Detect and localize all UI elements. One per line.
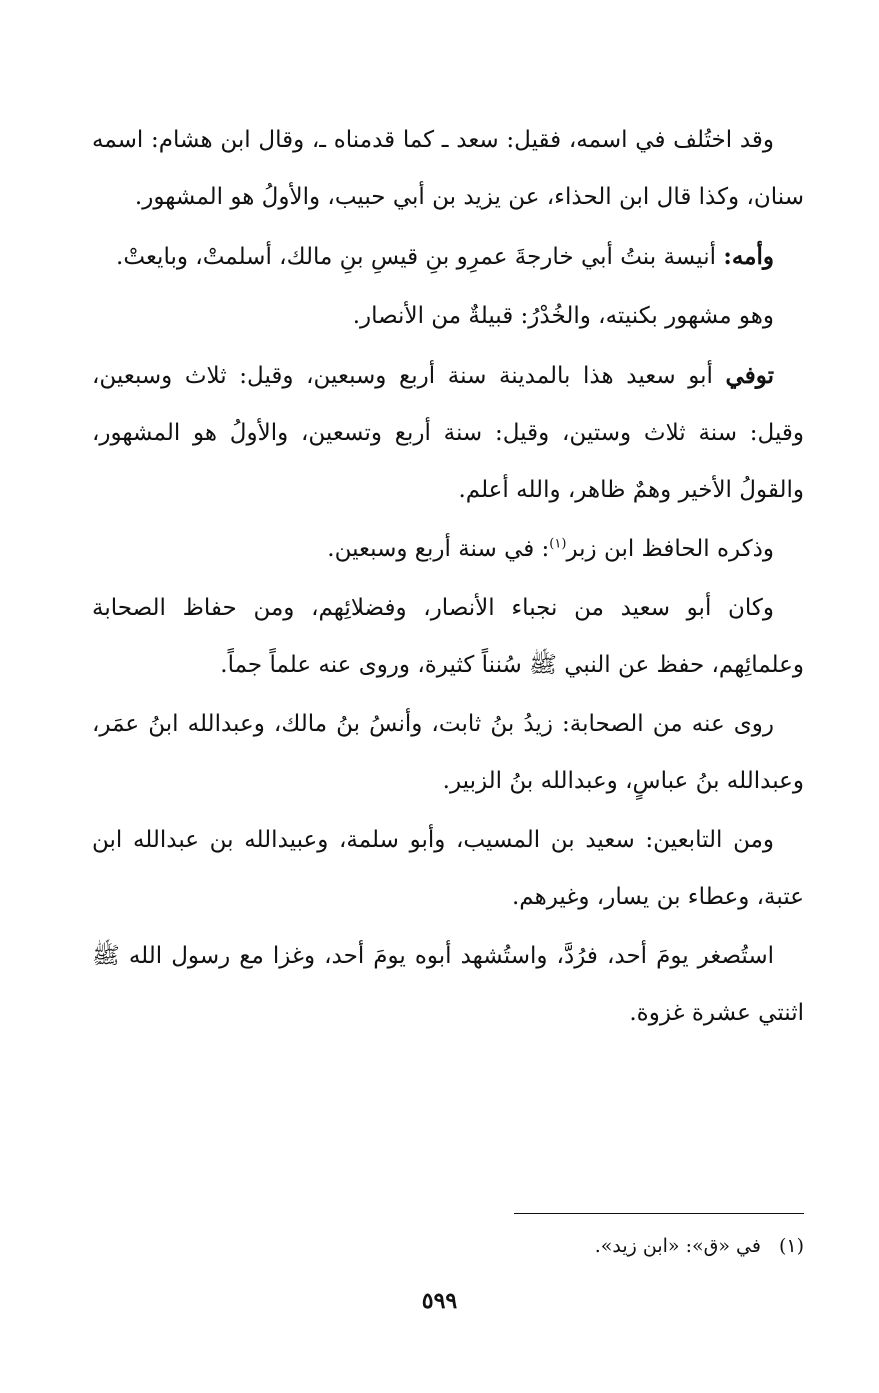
lead-word-mother: وأمه: — [723, 243, 774, 270]
paragraph-companions-narrators: روى عنه من الصحابة: زيدُ بنُ ثابت، وأنسُ بنُ مالك، وعبدالله ابنُ عمَر، وعبدالله بنُ عباسٍ، وعبدالله بنُ الزبير. — [92, 711, 804, 794]
paragraph-virtues: وكان أبو سعيد من نجباء الأنصار، وفضلائِهم، ومن حفاظ الصحابة وعلمائِهم، حفظ عن النبي ﷺ سُنناً كثيرة، وروى عنه علماً جماً. — [92, 595, 804, 678]
paragraph-ibn-zabr: وذكره الحافظ ابن زبر$^{(١)}$: في سنة أربع وسبعين. — [327, 536, 774, 562]
footnote-number: (١) — [778, 1235, 804, 1257]
footnote-divider — [514, 1213, 804, 1214]
paragraph-name-dispute: وقد اختُلف في اسمه، فقيل: سعد ـ كما قدمناه ـ، وقال ابن هشام: اسمه سنان، وكذا قال ابن الحذاء، عن يزيد بن أبي حبيب، والأولُ هو المشهور. — [92, 127, 804, 210]
lead-word-death: توفي — [725, 362, 774, 389]
page-body — [92, 112, 804, 1044]
footnote-text: في «ق»: «ابن زيد». — [594, 1235, 761, 1257]
page-number: ٥٩٩ — [421, 1288, 458, 1314]
paragraph-mother: وأمه: أنيسة بنتُ أبي خارجةَ عمرِو بنِ قيسِ بنِ مالك، أسلمتْ، وبايعتْ. — [116, 243, 774, 270]
paragraph-uhud: استُصغر يومَ أحد، فرُدَّ، واستُشهد أبوه يومَ أحد، وغزا مع رسول الله ﷺ اثنتي عشرة غزوة. — [92, 943, 804, 1026]
footnote — [92, 1232, 804, 1260]
paragraph-tabiin-narrators: ومن التابعين: سعيد بن المسيب، وأبو سلمة، وعبيدالله بن عبدالله ابن عتبة، وعطاء بن يسار، وغيرهم. — [92, 827, 804, 910]
footnote-reference[interactable]: (١) — [549, 536, 567, 552]
paragraph-kunya: وهو مشهور بكنيته، والخُدْرُ: قبيلةٌ من الأنصار. — [352, 303, 774, 329]
paragraph-death: توفي أبو سعيد هذا بالمدينة سنة أربع وسبعين، وقيل: ثلاث وسبعين، وقيل: سنة ثلاث وستين، وقيل: سنة أربع وتسعين، والأولُ هو المشهور، والقولُ الأخير وهمٌ ظاهر، والله أعلم. — [92, 362, 804, 503]
